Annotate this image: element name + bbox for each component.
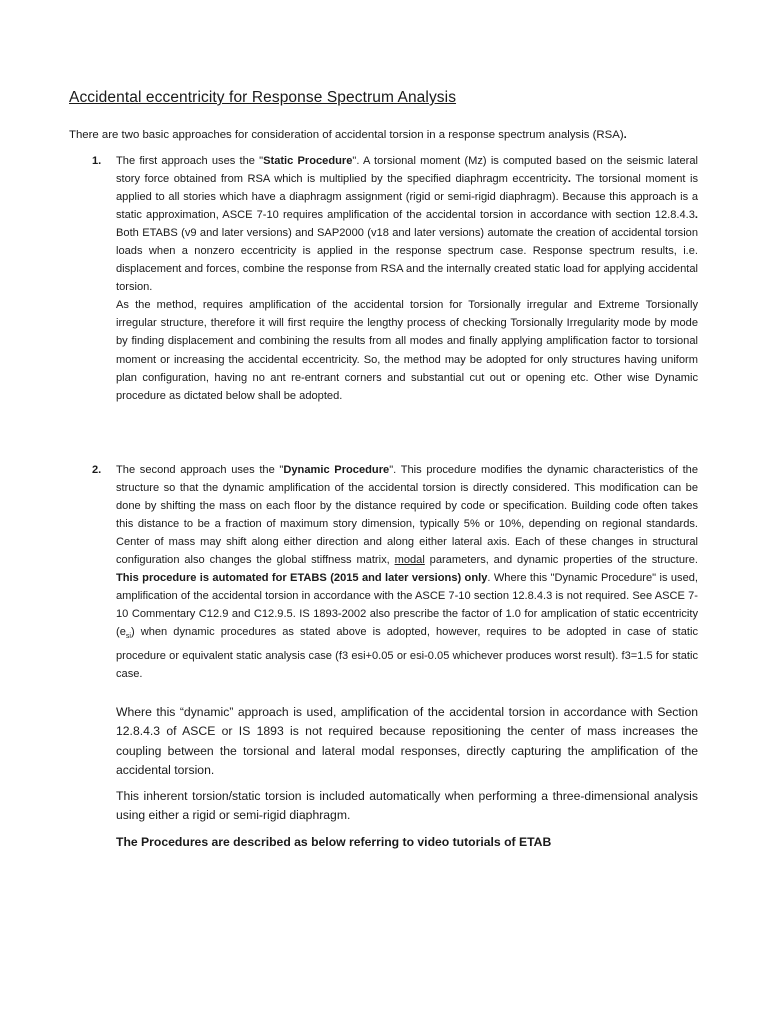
text-run: ". This procedure modifies the dynamic characteristics of the structure so that the dynamic amplification of the accidental torsion is directly considered. This modification can be done by shifting the mass on each floor by the distance required by code or specification. Building code often takes this distance to be a fraction of maximum story dimension, typically 5% or 10%, depending on regional standards. Center of mass may shift along either direction and along either lateral axis. Each of these changes in structural configuration also changes the global stiffness matrix,	[116, 464, 699, 567]
subscript-si: si	[125, 633, 131, 641]
procedures-note: The Procedures are described as below referring to video tutorials of ETAB	[116, 835, 552, 849]
list-item-static-procedure	[92, 152, 698, 405]
static-procedure-term: Static Procedure	[263, 155, 353, 167]
text-run: .	[694, 209, 698, 222]
static-procedure-paragraph	[116, 152, 698, 296]
text-run: ". A torsional moment (Mz) is computed based on the seismic lateral story force obtained from RSA which is multiplied by the specified diaphragm eccentricity	[116, 155, 698, 186]
automation-note: This procedure is automated for ETABS (2015 and later versions) only	[116, 572, 488, 585]
intro-period: .	[623, 129, 627, 141]
page-title: Accidental eccentricity for Response Spectrum Analysis	[69, 89, 457, 106]
text-run: The torsional moment is applied to all stories which have a diaphragm assignment (rigid or semi-rigid diaphragm). Because this approach is a static approximation, ASCE 7-10 requires amplification of the accidental torsion in accordance with section 12.8.4.3	[116, 173, 698, 222]
list-item-dynamic-procedure	[92, 461, 699, 683]
list-number-1: 1.	[92, 155, 102, 167]
list-number-2: 2.	[92, 464, 102, 476]
text-run: Both ETABS (v9 and later versions) and SAP2000 (v18 and later versions) automate the creation of accidental torsion loads when a nonzero eccentricity is applied in the response spectrum case. Response spectrum results, i.e. displacement and forces, combine the response from RSA and the internally created static load for applying accidental torsion.	[116, 227, 698, 294]
static-procedure-note: As the method, requires amplification of the accidental torsion for Torsionally irregular and Extreme Torsionally irregular structure, therefore it will first require the lengthy process of checking Torsionally Irregularity mode by mode by finding displacement and combining the results from all modes and finally applying amplification factor to torsional moment or increasing the accidental eccentricity. So, the method may be adopted for only structures having uniform plan configuration, having no ant re-entrant corners and substantial cut out or opening etc. Other wise Dynamic procedure as dictated below shall be adopted.	[116, 299, 698, 402]
text-run: parameters, and dynamic properties of the structure.	[424, 554, 698, 567]
dynamic-procedure-term: Dynamic Procedure	[283, 464, 390, 476]
modal-underlined-word: modal	[394, 554, 425, 567]
text-run: ) when dynamic procedures as stated above is adopted, however, requires to be adopted in case of static procedure or equivalent static analysis case (f3 esi+0.05 or esi-0.05 whichever produces worst result). f3=1.5 for static case.	[116, 626, 698, 680]
inherent-torsion-paragraph: This inherent torsion/static torsion is included automatically when performing a three-dimensional analysis using either a rigid or semi-rigid diaphragm.	[116, 789, 698, 823]
intro-paragraph	[69, 129, 709, 141]
text-run: The second approach uses the "	[116, 464, 284, 476]
text-run: .	[567, 173, 571, 186]
text-run: . Where this "Dynamic Procedure" is used, amplification of the accidental torsion in accordance with the ASCE 7-10 section 12.8.4.3 is not required. See ASCE 7-10 Commentary C12.9 and C12.9.5. IS 1893-2002 also prescribe the factor of 1.0 for amplication of static eccentricity (e	[116, 572, 699, 639]
intro-text: There are two basic approaches for consideration of accidental torsion in a response spectrum analysis (RSA)	[69, 129, 624, 141]
dynamic-procedure-paragraph	[116, 461, 698, 683]
text-run: The first approach uses the "	[116, 155, 264, 167]
dynamic-approach-paragraph: Where this “dynamic” approach is used, amplification of the accidental torsion in accordance with Section 12.8.4.3 of ASCE or IS 1893 is not required because repositioning the center of mass increases the coupling between the torsional and lateral modal responses, directly capturing the amplification of the accidental torsion.	[116, 705, 698, 777]
